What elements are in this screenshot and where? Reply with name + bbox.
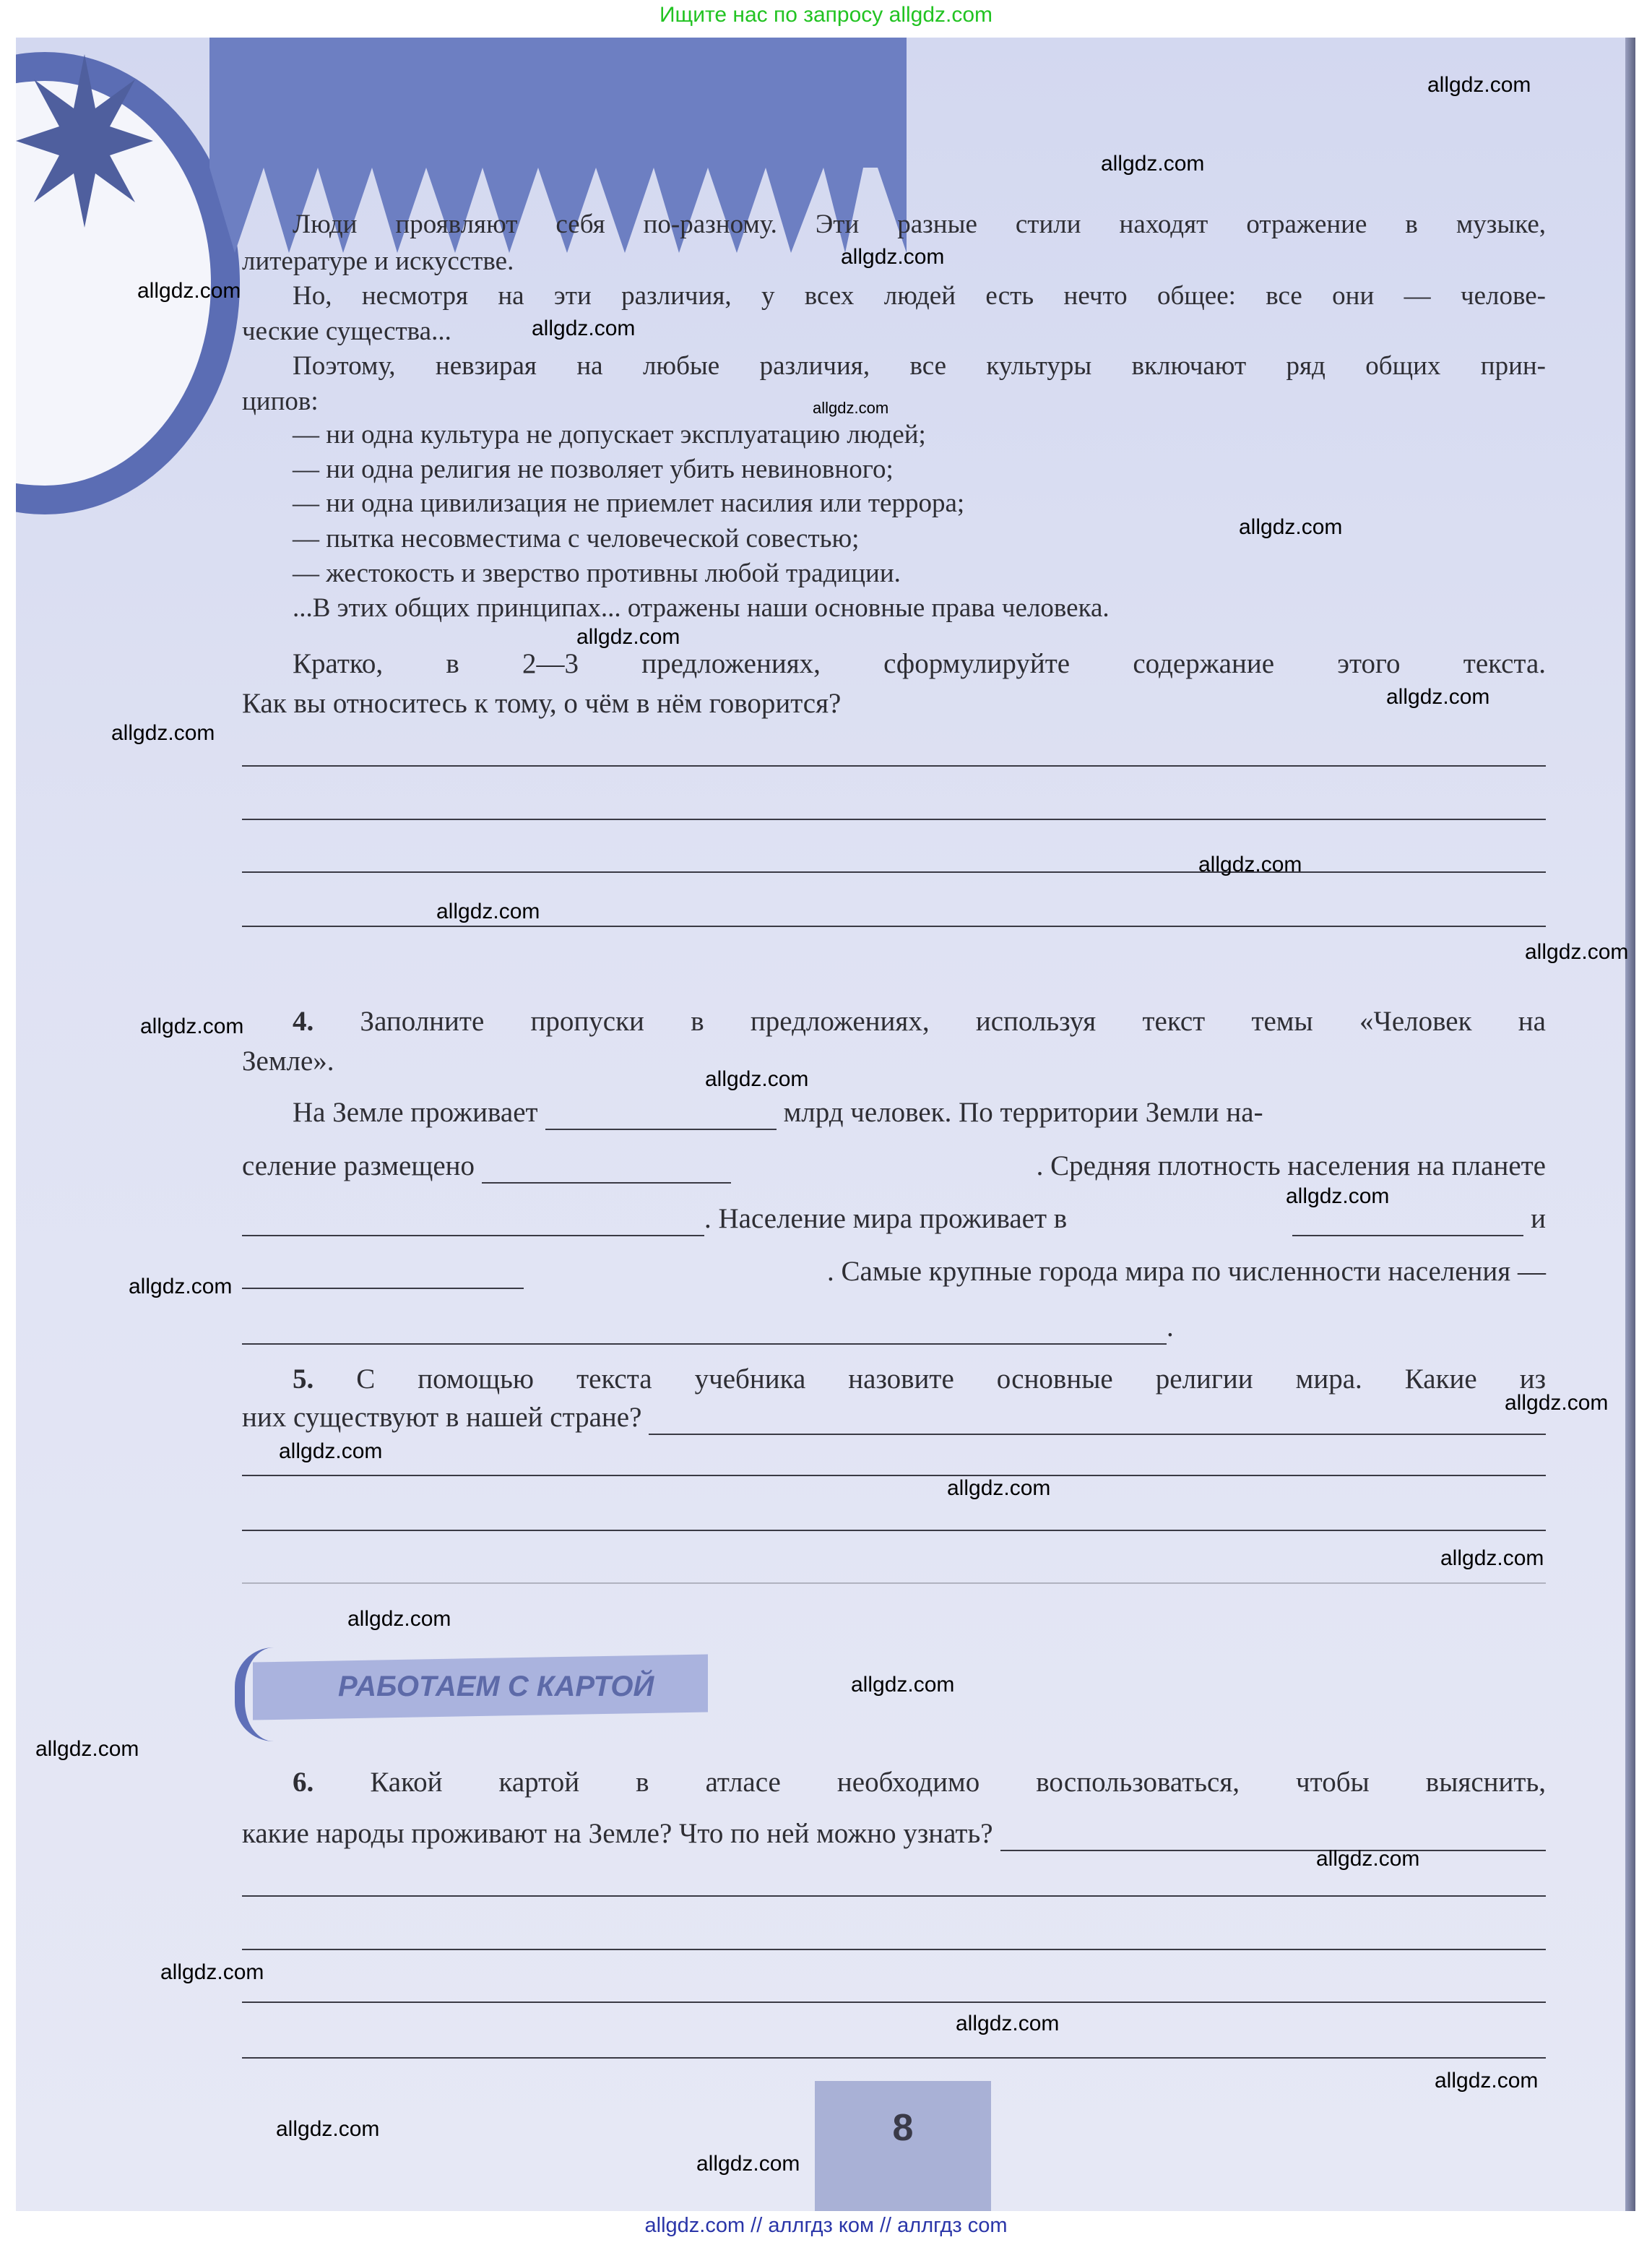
paragraph-3-line-2: ципов:	[242, 387, 319, 416]
watermark: allgdz.com	[111, 721, 215, 745]
task4-text: . Население мира проживает в	[704, 1203, 1068, 1234]
task4-text: . Самые крупные города мира по численности населения —	[827, 1256, 1546, 1287]
answer-line[interactable]	[242, 2001, 1546, 2003]
answer-line[interactable]	[649, 1408, 1546, 1435]
page-number: 8	[892, 2107, 914, 2149]
task5-prompt: них существуют в нашей стране?	[242, 1402, 642, 1433]
bullet-item: — жестокость и зверство противны любой традиции.	[293, 559, 901, 588]
answer-line[interactable]	[242, 871, 1546, 873]
task4-number: 4.	[293, 1006, 314, 1037]
answer-line[interactable]	[242, 926, 1546, 927]
task6-line-2	[242, 1817, 1546, 1851]
task6-line-1	[242, 1765, 1546, 1800]
fill-in-blank[interactable]	[242, 1209, 704, 1236]
task5-prompt: С помощью текста учебника назовите основные религии мира. Какие из	[356, 1363, 1547, 1395]
fill-in-blank[interactable]	[545, 1103, 777, 1130]
task4-text: .	[1167, 1311, 1174, 1343]
paragraph-3-line-1: Поэтому, невзирая на любые различия, все культуры включают ряд общих прин-	[293, 351, 1546, 381]
watermark: allgdz.com	[1386, 685, 1490, 709]
watermark: allgdz.com	[705, 1067, 809, 1091]
page-edge-shadow	[1625, 38, 1635, 2211]
watermark: allgdz.com	[1286, 1184, 1390, 1208]
task4-sentence-1	[242, 1095, 1546, 1130]
watermark: allgdz.com	[576, 625, 680, 649]
watermark: allgdz.com	[160, 1960, 264, 1984]
watermark: allgdz.com	[137, 279, 241, 303]
watermark: allgdz.com	[1427, 73, 1531, 97]
task4-line-2: Земле».	[242, 1046, 334, 1077]
watermark: allgdz.com	[35, 1737, 139, 1761]
watermark: allgdz.com	[279, 1439, 383, 1463]
watermark: allgdz.com	[956, 2012, 1060, 2035]
watermark: allgdz.com	[947, 1476, 1051, 1500]
answer-line[interactable]	[242, 1949, 1546, 1950]
task5-line-2	[242, 1400, 1546, 1435]
answer-line[interactable]	[242, 819, 1546, 820]
watermark: allgdz.com	[1198, 853, 1302, 876]
task4-text: и	[1531, 1203, 1546, 1234]
watermark: allgdz.com	[1525, 940, 1629, 964]
task4-text: селение размещено	[242, 1150, 475, 1181]
task4-sentence-5	[242, 1310, 1546, 1345]
paragraph-1-line-2: литературе и искусстве.	[242, 246, 514, 276]
watermark: allgdz.com	[1101, 152, 1205, 176]
fill-in-blank[interactable]	[242, 1262, 524, 1289]
fill-in-blank[interactable]	[242, 1317, 1167, 1345]
task4-sentence-2	[242, 1149, 1546, 1184]
watermark: allgdz.com	[1316, 1847, 1420, 1871]
watermark: allgdz.com	[140, 1014, 244, 1038]
task5-line-1	[242, 1362, 1546, 1397]
task4-text: . Средняя плотность населения на планете	[1036, 1150, 1546, 1181]
paragraph-1-line-1: Люди проявляют себя по-разному. Эти разные стили находят отражение в музыке,	[293, 210, 1546, 239]
fill-in-blank[interactable]	[482, 1156, 731, 1184]
answer-line[interactable]	[242, 2057, 1546, 2059]
task4-text: млрд человек. По территории Земли на-	[783, 1097, 1263, 1128]
watermark: allgdz.com	[813, 399, 889, 417]
watermark: allgdz.com	[276, 2117, 380, 2141]
answer-line[interactable]	[242, 1530, 1546, 1531]
paragraph-2-line-2: ческие существа...	[242, 316, 451, 346]
watermark: allgdz.com	[841, 245, 945, 269]
top-ad-text[interactable]: Ищите нас по запросу allgdz.com	[659, 3, 993, 27]
watermark: allgdz.com	[532, 316, 636, 340]
answer-line[interactable]	[242, 765, 1546, 767]
watermark: allgdz.com	[1435, 2069, 1539, 2093]
task4-line-1	[242, 1004, 1546, 1039]
watermark: allgdz.com	[129, 1275, 233, 1298]
watermark: allgdz.com	[696, 2152, 800, 2176]
task3-line-2: Как вы относитесь к тому, о чём в нём говорится?	[242, 688, 842, 719]
watermark: allgdz.com	[1440, 1546, 1544, 1570]
closing-line: ...В этих общих принципах... отражены наши основные права человека.	[293, 593, 1110, 623]
paragraph-2-line-1: Но, несмотря на эти различия, у всех людей есть нечто общее: все они — челове-	[293, 281, 1546, 311]
task6-prompt: какие народы проживают на Земле? Что по ней можно узнать?	[242, 1818, 993, 1849]
task5-number: 5.	[293, 1363, 314, 1395]
task6-prompt: Какой картой в атласе необходимо воспользоваться, чтобы выяснить,	[370, 1767, 1546, 1798]
task4-prompt: Заполните пропуски в предложениях, используя текст темы «Человек на	[360, 1006, 1546, 1037]
task4-text: На Земле проживает	[293, 1097, 538, 1128]
task4-sentence-4	[242, 1254, 1546, 1289]
fill-in-blank[interactable]	[1292, 1209, 1523, 1236]
watermark: allgdz.com	[436, 900, 540, 923]
watermark: allgdz.com	[347, 1607, 451, 1631]
answer-line[interactable]	[242, 1895, 1546, 1897]
answer-line[interactable]	[1000, 1824, 1546, 1851]
watermark: allgdz.com	[1239, 515, 1343, 539]
bullet-item: — ни одна культура не допускает эксплуатацию людей;	[293, 420, 926, 449]
watermark: allgdz.com	[851, 1673, 955, 1697]
watermark: allgdz.com	[1505, 1391, 1609, 1415]
answer-line[interactable]	[242, 1582, 1546, 1584]
task6-number: 6.	[293, 1767, 314, 1798]
section-banner-title: РАБОТАЕМ С КАРТОЙ	[338, 1671, 654, 1702]
header-band	[209, 38, 907, 168]
answer-line[interactable]	[242, 1475, 1546, 1476]
bullet-item: — ни одна религия не позволяет убить невиновного;	[293, 454, 894, 484]
task3-line-1: Кратко, в 2—3 предложениях, сформулируйте содержание этого текста.	[293, 648, 1546, 679]
bullet-item: — ни одна цивилизация не приемлет насилия или террора;	[293, 488, 965, 518]
bullet-item: — пытка несовместима с человеческой совестью;	[293, 524, 860, 553]
footer-links[interactable]: allgdz.com // аллгдз ком // аллгдз com	[644, 2214, 1008, 2237]
star-icon	[16, 51, 153, 231]
